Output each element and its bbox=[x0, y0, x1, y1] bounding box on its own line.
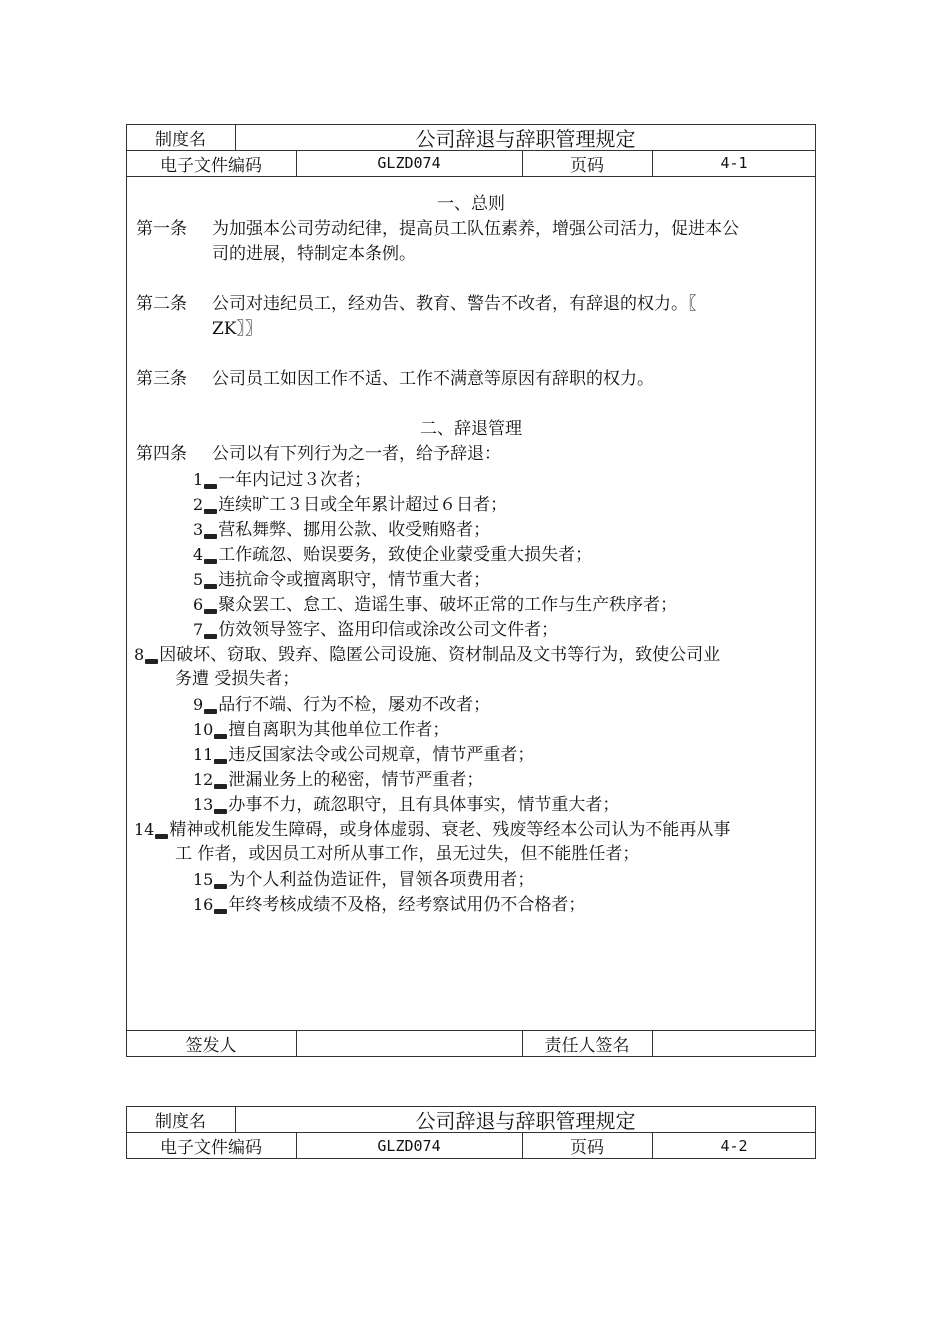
item-text: 工作疏忽、贻误要务，致使企业蒙受重大损失者； bbox=[218, 545, 593, 565]
list-item bbox=[193, 617, 558, 643]
issuer-field[interactable] bbox=[296, 1030, 522, 1057]
separator-mark bbox=[214, 784, 227, 789]
list-item bbox=[193, 892, 585, 918]
article-label: 第三条 bbox=[136, 369, 187, 389]
item-number: 9 bbox=[193, 695, 204, 714]
item-number: 11 bbox=[193, 745, 214, 764]
item-text: 违反国家法令或公司规章，情节严重者； bbox=[228, 745, 535, 765]
list-item bbox=[193, 517, 490, 543]
item-number: 15 bbox=[193, 870, 214, 889]
separator-mark bbox=[214, 884, 227, 889]
item-text: 办事不力，疏忽职守，且有具体事实，情节重大者； bbox=[228, 795, 620, 815]
item-number: 4 bbox=[193, 545, 204, 564]
issuer-label: 签发人 bbox=[185, 1036, 237, 1056]
item-text: 连续旷工３日或全年累计超过６日者； bbox=[218, 495, 508, 515]
list-item bbox=[193, 867, 534, 893]
article-text: 司的进展，特制定本条例。 bbox=[212, 244, 416, 264]
item-text: 为个人利益伪造证件，冒领各项费用者； bbox=[228, 870, 535, 890]
list-item bbox=[193, 692, 490, 718]
list-item bbox=[193, 592, 677, 618]
item-number: 12 bbox=[193, 770, 214, 789]
separator-mark bbox=[204, 484, 217, 489]
page-number: 4-1 bbox=[720, 154, 748, 172]
separator-mark bbox=[214, 909, 227, 914]
article-text: 公司以有下列行为之一者，给予辞退： bbox=[212, 444, 501, 464]
divider bbox=[126, 176, 816, 177]
item-text: 仿效领导签字、盗用印信或涂改公司文件者； bbox=[218, 620, 559, 640]
list-item bbox=[193, 567, 490, 593]
list-item bbox=[193, 767, 483, 793]
item-number: 14 bbox=[134, 820, 155, 839]
document-code: GLZD074 bbox=[377, 154, 441, 172]
responsible-signature-field[interactable] bbox=[652, 1030, 816, 1057]
article-text: 为加强本公司劳动纪律，提高员工队伍素养，增强公司活力，促进本公 bbox=[212, 219, 739, 239]
code-label: 电子文件编码 bbox=[160, 1138, 262, 1158]
item-number: 3 bbox=[193, 520, 204, 539]
item-number: 16 bbox=[193, 895, 214, 914]
list-item bbox=[193, 542, 592, 568]
item-text: 违抗命令或擅离职守，情节重大者； bbox=[218, 570, 491, 590]
separator-mark bbox=[155, 834, 168, 839]
item-text: 一年内记过３次者； bbox=[218, 470, 372, 490]
article-label: 第一条 bbox=[136, 219, 187, 239]
item-text: 因破坏、窃取、毁弃、隐匿公司设施、资材制品及文书等行为，致使公司业 bbox=[159, 645, 721, 665]
document-title: 公司辞退与辞职管理规定 bbox=[415, 1108, 636, 1133]
responsible-label: 责任人签名 bbox=[544, 1036, 630, 1056]
document-code: GLZD074 bbox=[377, 1136, 441, 1155]
item-text: 聚众罢工、怠工、造谣生事、破坏正常的工作与生产秩序者； bbox=[218, 595, 678, 615]
article-text: 公司员工如因工作不适、工作不满意等原因有辞职的权力。 bbox=[212, 369, 654, 389]
item-number: 13 bbox=[193, 795, 214, 814]
article-text: 公司对违纪员工，经劝告、教育、警告不改者，有辞退的权力。〖 bbox=[212, 294, 697, 314]
article-text: ZK〗〗 bbox=[212, 319, 263, 339]
separator-mark bbox=[145, 659, 158, 664]
name-label: 制度名 bbox=[155, 129, 206, 150]
document-title: 公司辞退与辞职管理规定 bbox=[415, 126, 636, 151]
separator-mark bbox=[204, 609, 217, 614]
list-item bbox=[193, 492, 507, 518]
separator-mark bbox=[214, 809, 227, 814]
item-number: 10 bbox=[193, 720, 214, 739]
name-label: 制度名 bbox=[155, 1111, 206, 1132]
list-item bbox=[193, 792, 619, 818]
section-heading: 二、辞退管理 bbox=[420, 419, 522, 439]
separator-mark bbox=[214, 759, 227, 764]
item-text: 精神或机能发生障碍，或身体虚弱、衰老、残废等经本公司认为不能再从事 bbox=[169, 820, 731, 840]
item-text: 品行不端、行为不检，屡劝不改者； bbox=[218, 695, 491, 715]
item-text: 擅自离职为其他单位工作者； bbox=[228, 720, 450, 740]
separator-mark bbox=[204, 559, 217, 564]
separator-mark bbox=[204, 534, 217, 539]
item-number: 8 bbox=[134, 645, 145, 664]
list-item bbox=[134, 642, 720, 668]
item-number: 5 bbox=[193, 570, 204, 589]
item-continuation: 务遭 受损失者； bbox=[175, 669, 300, 689]
list-item bbox=[193, 467, 371, 493]
item-text: 营私舞弊、挪用公款、收受贿赂者； bbox=[218, 520, 491, 540]
code-label: 电子文件编码 bbox=[160, 155, 262, 176]
item-continuation: 工 作者，或因员工对所从事工作，虽无过失，但不能胜任者； bbox=[175, 844, 640, 864]
separator-mark bbox=[204, 634, 217, 639]
list-item bbox=[193, 717, 449, 743]
page-label: 页码 bbox=[570, 155, 604, 176]
item-number: 1 bbox=[193, 470, 204, 489]
separator-mark bbox=[214, 734, 227, 739]
article-label: 第二条 bbox=[136, 294, 187, 314]
item-number: 7 bbox=[193, 620, 204, 639]
separator-mark bbox=[204, 709, 217, 714]
page-number: 4-2 bbox=[720, 1136, 748, 1155]
item-number: 6 bbox=[193, 595, 204, 614]
separator-mark bbox=[204, 584, 217, 589]
page-label: 页码 bbox=[570, 1138, 604, 1158]
list-item bbox=[193, 742, 534, 768]
section-heading: 一、总则 bbox=[437, 194, 505, 214]
list-item bbox=[134, 817, 730, 843]
item-text: 泄漏业务上的秘密，情节严重者； bbox=[228, 770, 484, 790]
item-text: 年终考核成绩不及格，经考察试用仍不合格者； bbox=[228, 895, 586, 915]
article-label: 第四条 bbox=[136, 444, 187, 464]
item-number: 2 bbox=[193, 495, 204, 514]
separator-mark bbox=[204, 509, 217, 514]
